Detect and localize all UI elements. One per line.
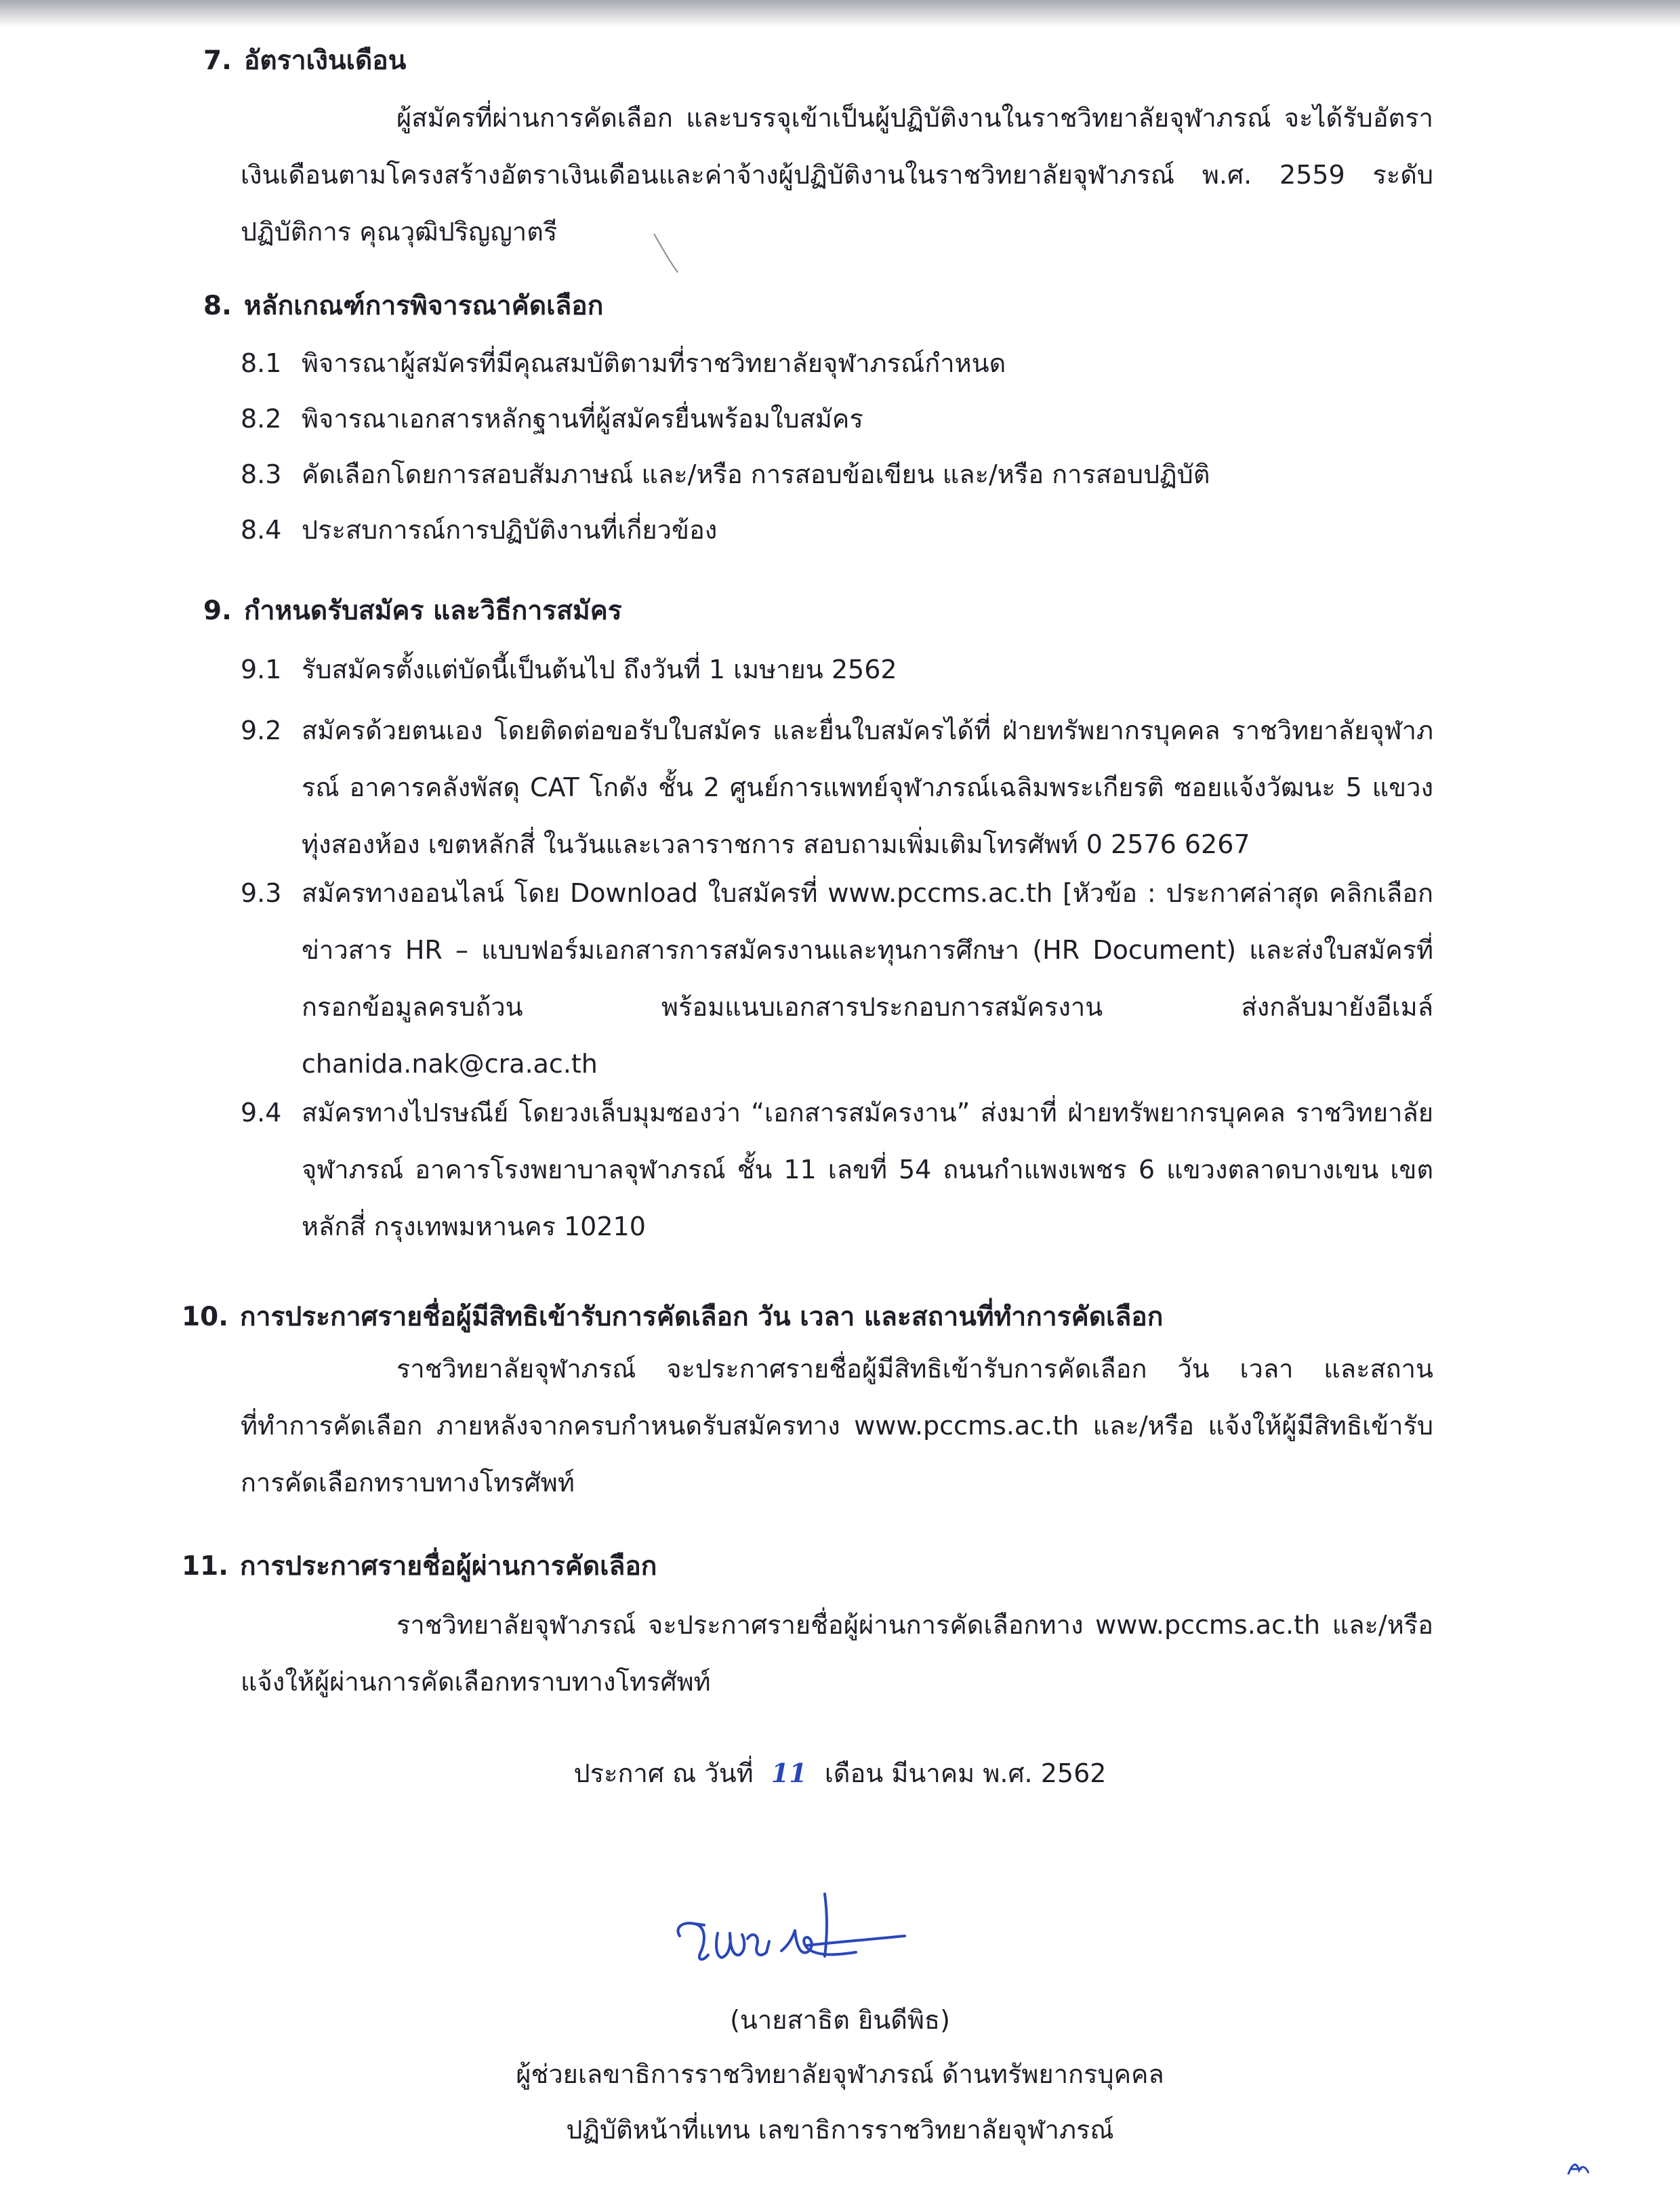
- item-number: 9.2: [241, 716, 282, 745]
- item-number: 9.4: [241, 1098, 282, 1128]
- signatory-position: ผู้ช่วยเลขาธิการราชวิทยาลัยจุฬาภรณ์ ด้านทรัพยากรบุคคล: [516, 2059, 1164, 2089]
- section-10-heading: [182, 1296, 1163, 1338]
- section-10-body: ราชวิทยาลัยจุฬาภรณ์ จะประกาศรายชื่อผู้มีสิทธิเข้ารับการคัดเลือก วัน เวลา และสถานที่ทำการคัดเลือก ภายหลังจากครบกำหนดรับสมัครทาง www.pccms.ac.th และ/หรือ แจ้งให้ผู้มีสิทธิเข้ารับการคัดเลือกทราบทางโทรศัพท์: [241, 1354, 1433, 1498]
- section-title: การประกาศรายชื่อผู้ผ่านการคัดเลือก: [240, 1551, 657, 1582]
- item-text: รับสมัครตั้งแต่บัดนี้เป็นต้นไป ถึงวันที่ 1 เมษายน 2562: [302, 655, 897, 684]
- list-item: [241, 501, 1433, 558]
- section-8-heading: [203, 285, 603, 327]
- list-item: [241, 390, 1433, 447]
- item-text: สมัครทางออนไลน์ โดย Download ใบสมัครที่ www.pccms.ac.th [หัวข้อ : ประกาศล่าสุด คลิกเลือก ข่าวสาร HR – แบบฟอร์มเอกสารการสมัครงานและทุนการศึกษา (HR Document) และส่งใบสมัครที่ กรอกข้อมูลครบถ้วน พร้อมแนบเอกสารประกอบการสมัครงาน ส่งกลับมายังอีเมล์ chanida.nak@cra.ac.th: [302, 878, 1433, 1079]
- section-number: 7.: [203, 45, 232, 76]
- item-text: สมัครด้วยตนเอง โดยติดต่อขอรับใบสมัคร และยื่นใบสมัครได้ที่ ฝ่ายทรัพยากรบุคคล ราชวิทยาลัยจุฬาภรณ์ อาคารคลังพัสดุ CAT โกดัง ชั้น 2 ศูนย์การแพทย์จุฬาภรณ์เฉลิมพระเกียรติ ซอยแจ้งวัฒนะ 5 แขวงทุ่งสองห้อง เขตหลักสี่ ในวันและเวลาราชการ สอบถามเพิ่มเติมโทรศัพท์ 0 2576 6267: [302, 716, 1433, 859]
- section-7-heading: [203, 39, 406, 81]
- signatory-acting-position: ปฏิบัติหน้าที่แทน เลขาธิการราชวิทยาลัยจุฬาภรณ์: [566, 2115, 1114, 2145]
- section-11-heading: [182, 1545, 657, 1587]
- section-number: 11.: [182, 1551, 229, 1582]
- item-number: 8.2: [241, 404, 282, 434]
- section-number: 9.: [203, 596, 232, 626]
- item-number: 9.1: [241, 655, 282, 684]
- signatory-name: (นายสาธิต ยินดีพิธ): [730, 2005, 950, 2035]
- section-7-body: ผู้สมัครที่ผ่านการคัดเลือก และบรรจุเข้าเป็นผู้ปฏิบัติงานในราชวิทยาลัยจุฬาภรณ์ จะได้รับอัตราเงินเดือนตามโครงสร้างอัตราเงินเดือนและค่าจ้างผู้ปฏิบัติงานในราชวิทยาลัยจุฬาภรณ์ พ.ศ. 2559 ระดับปฏิบัติการ คุณวุฒิปริญญาตรี: [241, 103, 1433, 247]
- item-text: พิจารณาเอกสารหลักฐานที่ผู้สมัครยื่นพร้อมใบสมัคร: [302, 404, 863, 434]
- section-11-body: ราชวิทยาลัยจุฬาภรณ์ จะประกาศรายชื่อผู้ผ่านการคัดเลือกทาง www.pccms.ac.th และ/หรือ แจ้งให้ผู้ผ่านการคัดเลือกทราบทางโทรศัพท์: [241, 1610, 1433, 1697]
- section-9-heading: [203, 590, 622, 632]
- list-item: [241, 1084, 1433, 1255]
- section-number: 8.: [203, 291, 232, 321]
- scan-speck: [651, 230, 684, 278]
- month-value: มีนาคม: [891, 1758, 975, 1788]
- list-item: [241, 446, 1433, 503]
- list-item: [241, 702, 1433, 873]
- list-item: [241, 641, 1433, 698]
- list-item: [241, 335, 1433, 392]
- announcement-date: [0, 1752, 1680, 1794]
- item-number: 9.3: [241, 878, 282, 908]
- initial-mark: [1565, 2158, 1593, 2179]
- item-text: พิจารณาผู้สมัครที่มีคุณสมบัติตามที่ราชวิทยาลัยจุฬาภรณ์กำหนด: [302, 348, 1006, 378]
- item-number: 8.1: [241, 348, 282, 378]
- section-number: 10.: [182, 1302, 229, 1332]
- section-title: การประกาศรายชื่อผู้มีสิทธิเข้ารับการคัดเลือก วัน เวลา และสถานที่ทำการคัดเลือก: [240, 1302, 1164, 1332]
- month-label: เดือน: [824, 1758, 884, 1788]
- year-value: พ.ศ. 2562: [983, 1758, 1107, 1788]
- item-number: 8.4: [241, 515, 282, 545]
- item-number: 8.3: [241, 459, 282, 489]
- handwritten-signature: [668, 1880, 925, 1996]
- section-title: กำหนดรับสมัคร และวิธีการสมัคร: [244, 596, 622, 626]
- item-text: สมัครทางไปรษณีย์ โดยวงเล็บมุมซองว่า “เอกสารสมัครงาน” ส่งมาที่ ฝ่ายทรัพยากรบุคคล ราชวิทยาลัยจุฬาภรณ์ อาคารโรงพยาบาลจุฬาภรณ์ ชั้น 11 เลขที่ 54 ถนนกำแพงเพชร 6 แขวงตลาดบางเขน เขตหลักสี่ กรุงเทพมหานคร 10210: [302, 1098, 1433, 1241]
- section-title: อัตราเงินเดือน: [244, 45, 407, 76]
- list-item: [241, 865, 1433, 1092]
- section-title: หลักเกณฑ์การพิจารณาคัดเลือก: [244, 291, 604, 321]
- item-text: คัดเลือกโดยการสอบสัมภาษณ์ และ/หรือ การสอบข้อเขียน และ/หรือ การสอบปฏิบัติ: [302, 459, 1210, 489]
- item-text: ประสบการณ์การปฏิบัติงานที่เกี่ยวข้อง: [302, 515, 718, 545]
- date-day: 11: [771, 1758, 807, 1788]
- date-prefix: ประกาศ ณ วันที่: [573, 1758, 754, 1788]
